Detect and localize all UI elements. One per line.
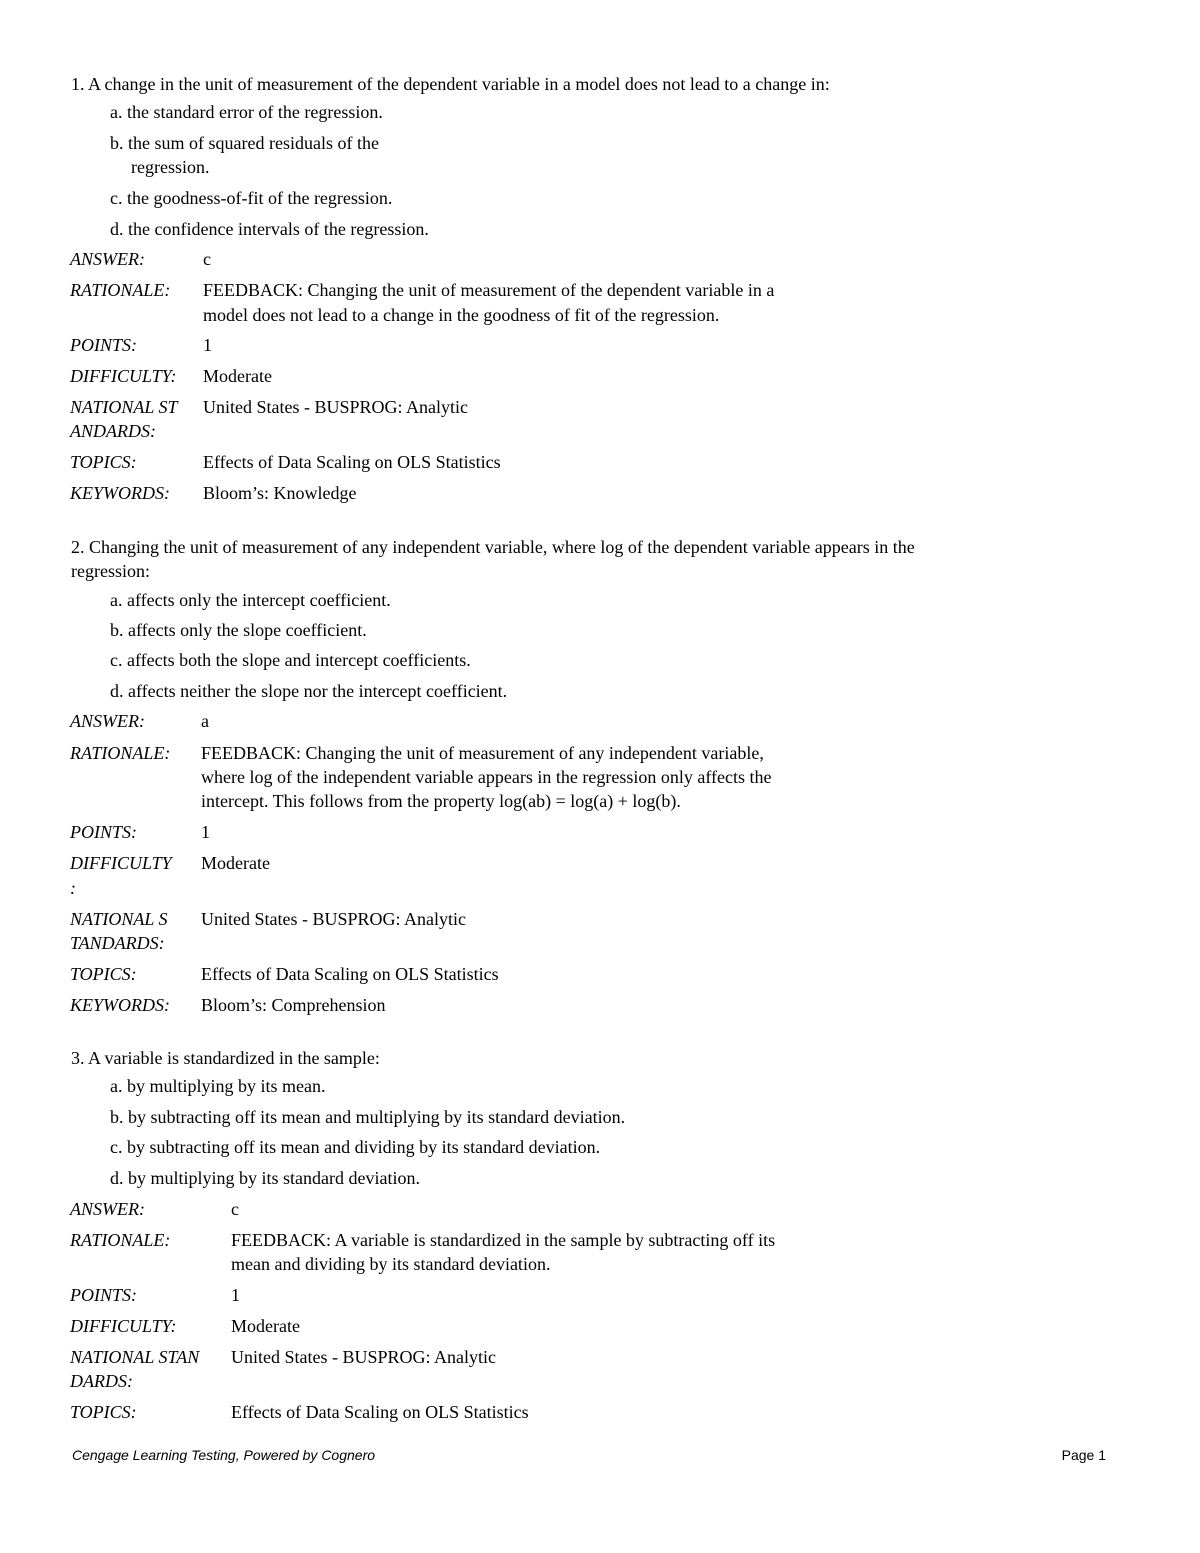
question-1-choice-c: c. the goodness-of-fit of the regression. [110, 188, 393, 208]
question-3-choice-d: d. by multiplying by its standard deviation. [110, 1168, 420, 1188]
question-2-choice-b: b. affects only the slope coefficient. [110, 620, 367, 640]
q1-keywords-value: Bloom’s: Knowledge [203, 483, 357, 503]
question-3-choice-b: b. by subtracting off its mean and multiplying by its standard deviation. [110, 1107, 626, 1127]
q3-answer-value: c [231, 1199, 239, 1219]
q3-difficulty-label: DIFFICULTY: [70, 1316, 177, 1336]
q3-points-label: POINTS: [70, 1285, 137, 1305]
q1-standards-label-1: NATIONAL ST [70, 397, 178, 417]
q1-keywords-label: KEYWORDS: [70, 483, 170, 503]
q1-standards-value: United States - BUSPROG: Analytic [203, 397, 468, 417]
q3-rationale-line-1: FEEDBACK: A variable is standardized in the sample by subtracting off its [231, 1230, 776, 1250]
q1-difficulty-value: Moderate [203, 366, 272, 386]
question-2-stem-cont: regression: [71, 561, 150, 581]
question-3-choice-c: c. by subtracting off its mean and dividing by its standard deviation. [110, 1137, 601, 1157]
q1-rationale-label: RATIONALE: [70, 280, 171, 300]
q3-rationale-label: RATIONALE: [70, 1230, 171, 1250]
q2-standards-label-2: TANDARDS: [70, 933, 165, 953]
question-3-choice-a: a. by multiplying by its mean. [110, 1076, 326, 1096]
footer-publisher: Cengage Learning Testing, Powered by Cognero [72, 1447, 376, 1463]
q2-difficulty-value: Moderate [201, 853, 270, 873]
q1-points-value: 1 [203, 335, 212, 355]
q1-topics-value: Effects of Data Scaling on OLS Statistics [203, 452, 501, 472]
q2-standards-label-1: NATIONAL S [70, 909, 168, 929]
q3-topics-value: Effects of Data Scaling on OLS Statistics [231, 1402, 529, 1422]
q2-points-value: 1 [201, 822, 210, 842]
q2-rationale-line-3: intercept. This follows from the property log(ab) = log(a) + log(b). [201, 791, 681, 811]
q2-difficulty-label-2: : [70, 878, 76, 898]
q2-rationale-line-2: where log of the independent variable appears in the regression only affects the [201, 767, 772, 787]
q3-answer-label: ANSWER: [70, 1199, 145, 1219]
q2-difficulty-label-1: DIFFICULTY [70, 853, 172, 873]
question-1-choice-b-cont: regression. [131, 157, 210, 177]
question-2-choice-d: d. affects neither the slope nor the intercept coefficient. [110, 681, 508, 701]
q1-standards-label-2: ANDARDS: [70, 421, 156, 441]
q1-points-label: POINTS: [70, 335, 137, 355]
question-3-stem: 3. A variable is standardized in the sample: [71, 1048, 380, 1068]
q1-topics-label: TOPICS: [70, 452, 137, 472]
q2-keywords-value: Bloom’s: Comprehension [201, 995, 386, 1015]
question-2-stem: 2. Changing the unit of measurement of any independent variable, where log of the dependent variable appears in the [71, 537, 915, 557]
footer-page-number: Page 1 [1061, 1447, 1106, 1463]
q3-standards-label-1: NATIONAL STAN [70, 1347, 200, 1367]
q2-standards-value: United States - BUSPROG: Analytic [201, 909, 466, 929]
q3-points-value: 1 [231, 1285, 240, 1305]
q2-points-label: POINTS: [70, 822, 137, 842]
q1-difficulty-label: DIFFICULTY: [70, 366, 177, 386]
question-1-stem: 1. A change in the unit of measurement of the dependent variable in a model does not lead to a change in: [71, 74, 830, 94]
question-1-choice-d: d. the confidence intervals of the regression. [110, 219, 429, 239]
question-1-choice-b: b. the sum of squared residuals of the [110, 133, 379, 153]
q2-keywords-label: KEYWORDS: [70, 995, 170, 1015]
q3-difficulty-value: Moderate [231, 1316, 300, 1336]
q1-rationale-line-1: FEEDBACK: Changing the unit of measurement of the dependent variable in a [203, 280, 775, 300]
q3-topics-label: TOPICS: [70, 1402, 137, 1422]
q2-topics-label: TOPICS: [70, 964, 137, 984]
q2-answer-label: ANSWER: [70, 711, 145, 731]
q2-answer-value: a [201, 711, 209, 731]
question-2-choice-a: a. affects only the intercept coefficient. [110, 590, 391, 610]
q2-rationale-line-1: FEEDBACK: Changing the unit of measurement of any independent variable, [201, 743, 764, 763]
q3-standards-value: United States - BUSPROG: Analytic [231, 1347, 496, 1367]
question-2-choice-c: c. affects both the slope and intercept coefficients. [110, 650, 471, 670]
q2-rationale-label: RATIONALE: [70, 743, 171, 763]
q3-rationale-line-2: mean and dividing by its standard deviation. [231, 1254, 551, 1274]
q1-answer-label: ANSWER: [70, 249, 145, 269]
q1-rationale-line-2: model does not lead to a change in the goodness of fit of the regression. [203, 305, 720, 325]
q1-answer-value: c [203, 249, 211, 269]
q3-standards-label-2: DARDS: [70, 1371, 133, 1391]
question-1-choice-a: a. the standard error of the regression. [110, 102, 383, 122]
q2-topics-value: Effects of Data Scaling on OLS Statistics [201, 964, 499, 984]
